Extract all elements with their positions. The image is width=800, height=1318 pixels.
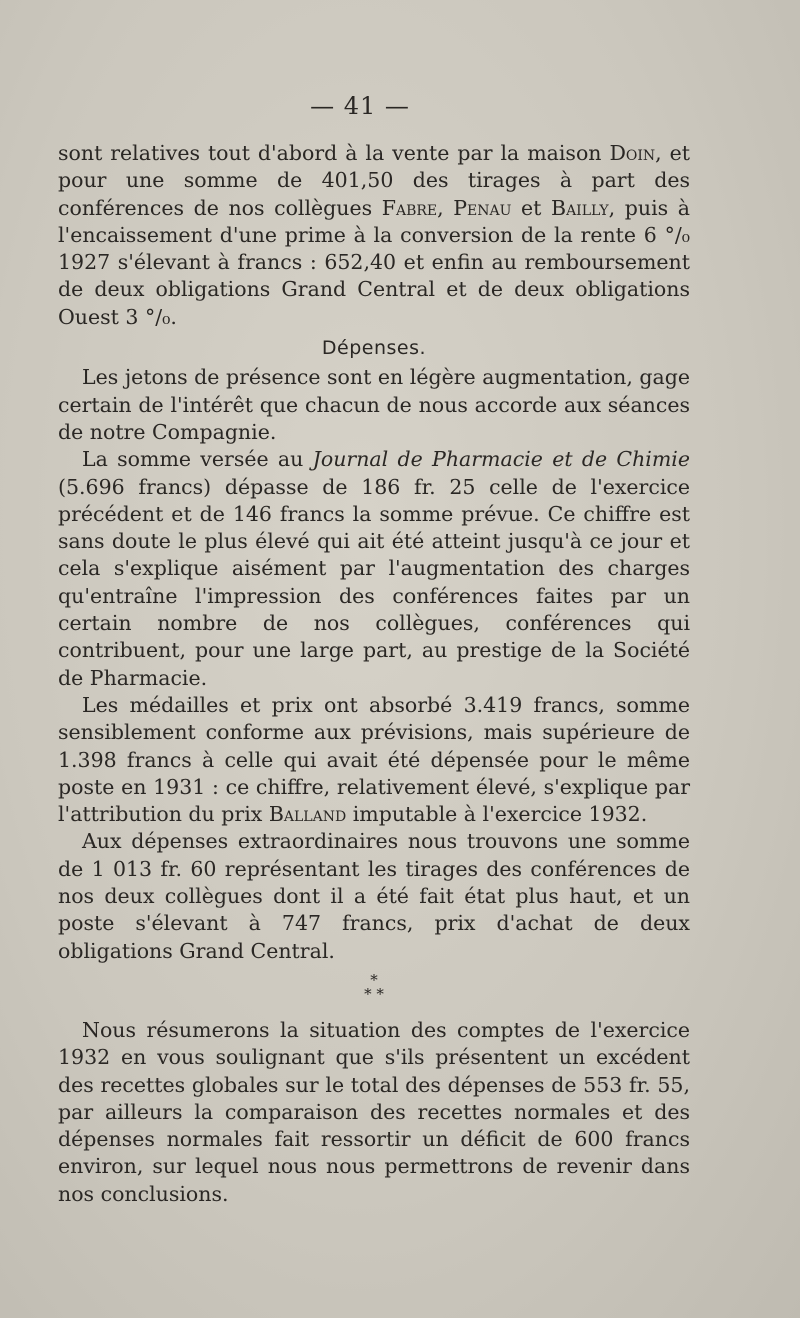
- prize-name-balland: Balland: [268, 802, 347, 827]
- text-run: ,: [437, 195, 454, 220]
- paragraph-resume: Nous résumerons la situation des comptes de l'exercice 1932 en vous soulignant que s'ils présentent un excédent des recettes globales sur le total des dépenses de 553 fr. 55, par ailleurs la comparaison des recettes normales et des dépenses normales fait ressortir un déficit de 600 francs environ, sur lequel nous nous permettrons de revenir dans nos conclusions.: [58, 1017, 690, 1206]
- paragraph-depenses-extraordinaires: Aux dépenses extraordinaires nous trouvons une somme de 1 013 fr. 60 représentant les tirages des conférences de nos deux collègues dont il a été fait état plus haut, et un poste s'élevant à 747 francs, prix d'achat de deux obligations Grand Central.: [58, 829, 690, 963]
- section-heading-depenses: Dépenses.: [321, 337, 427, 360]
- text-run: , et pour une somme de 401,50 des tirages à part des conférences de nos collègues: [58, 141, 690, 220]
- text-run: imputable à l'exercice 1932.: [346, 802, 648, 827]
- body-text: [58, 140, 690, 1208]
- text-run: Les médailles et prix ont absorbé 3.419 francs, somme sensiblement conforme aux prévisions, mais supérieure de 1.398 francs à celle qui avait été dépensée pour le même poste en 1931 : ce chiffre, relativement élevé, s'explique par l'attribution du prix: [58, 692, 690, 827]
- asterism-divider: [58, 965, 690, 1017]
- author-name-bailly: Bailly: [551, 195, 609, 220]
- page-number: — 41 —: [310, 92, 410, 120]
- paragraph-jetons: Les jetons de présence sont en légère augmentation, gage certain de l'intérêt que chacun de nous accorde aux séances de notre Compagnie.: [58, 365, 690, 444]
- author-name-doin: Doin: [609, 141, 656, 165]
- text-run: La somme versée au: [82, 447, 313, 472]
- author-name-penau: Penau: [453, 195, 512, 220]
- paragraph-journal: [58, 446, 690, 692]
- text-run: sont relatives tout d'abord à la vente par la maison: [58, 141, 610, 165]
- text-run: (5.696 francs) dépasse de 186 fr. 25 celle de l'exercice précédent et de 146 francs la somme prévue. Ce chiffre est sans doute le plus élevé qui ait été atteint jusqu'à ce jour et cela s'explique aisément par l'augmentation des charges qu'entraîne l'impression des conférences faites par un certain nombre de nos collègues, conférences qui contribuent, pour une large part, au prestige de la Société de Pharmacie.: [58, 474, 690, 690]
- paragraph-recettes-details: [58, 140, 690, 331]
- paragraph-medailles: [58, 692, 690, 828]
- text-run: et: [511, 195, 551, 220]
- author-name-fabre: Fabre: [381, 195, 438, 220]
- text-run: , puis à l'encaissement d'une prime à la conversion de la rente 6 °/₀ 1927 s'élevant à francs : 652,40 et enfin au remboursement de deux obligations Grand Central et de deux obligations Ouest 3 °/₀.: [58, 195, 690, 329]
- asterism-bottom: * *: [364, 984, 384, 1003]
- journal-title: Journal de Pharmacie et de Chimie: [312, 447, 690, 472]
- asterism-top: *: [370, 970, 378, 989]
